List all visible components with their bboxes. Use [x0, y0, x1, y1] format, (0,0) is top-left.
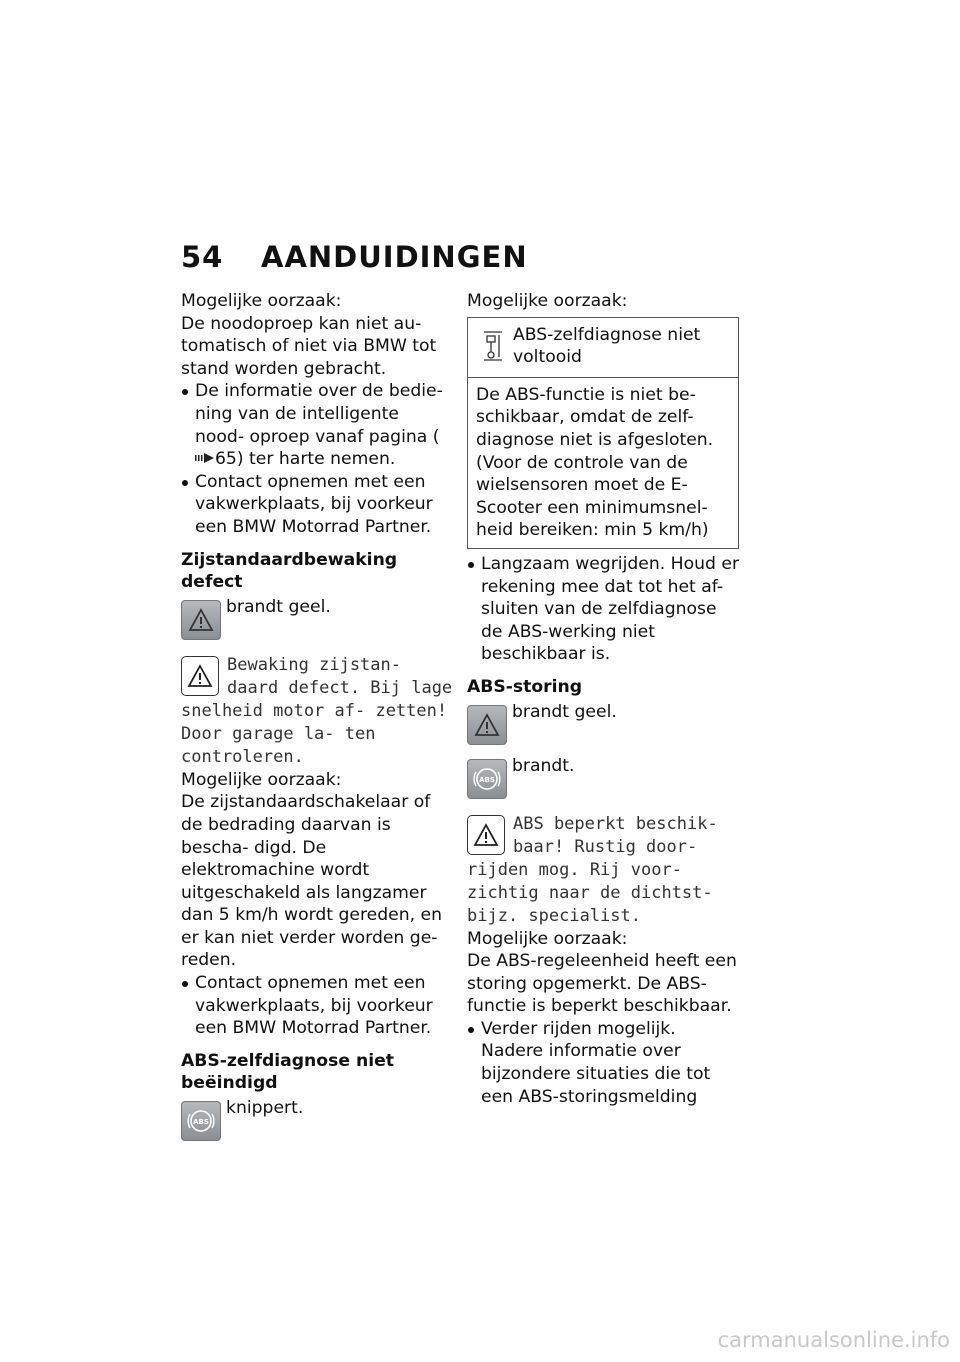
cause-label: Mogelijke oorzaak: [181, 769, 342, 790]
indicator-text: brandt geel. [226, 596, 331, 617]
indicator-row [467, 701, 739, 753]
cause-label: Mogelijke oorzaak: [467, 291, 628, 311]
cause-label: Mogelijke oorzaak: [467, 928, 628, 949]
bullet-item: Contact opnemen met een vakwerkplaats, bij voorkeur een BMW Motorrad Partner. [181, 972, 453, 1040]
warning-lamp-icon [467, 705, 507, 745]
display-message [181, 654, 453, 769]
cause-text: De zijstandaardschakelaar of de bedrading daarvan is bescha- digd. De elektromachine wordt uitgeschakeld als langzamer dan 5 km/h wordt gereden, en er kan niet verder worden ge- reden. [181, 792, 443, 971]
warning-triangle-icon [181, 656, 219, 696]
page-header [181, 240, 528, 274]
bullet-item: Verder rijden mogelijk. Nadere informatie over bijzondere situaties die tot een ABS-storingsmelding [467, 1018, 739, 1108]
info-box [467, 317, 739, 549]
indicator-text: knippert. [226, 1098, 304, 1119]
bullet-text-end: ter harte nemen. [249, 449, 396, 470]
chapter-title: AANDUIDINGEN [261, 240, 528, 274]
sensor-icon [482, 330, 504, 369]
bullet-item: Contact opnemen met een vakwerkplaats, bij voorkeur een BMW Motorrad Partner. [181, 471, 453, 539]
indicator-row [467, 755, 739, 807]
indicator-text: brandt. [512, 755, 575, 776]
display-text: ABS beperkt beschik- baar! Rustig door- rijden mog. Rij voor- zichtig naar de dichtst- bijz. specialist. [467, 813, 718, 926]
page-reference-icon[interactable] [195, 449, 215, 469]
warning-lamp-icon [181, 600, 221, 640]
bullet-item: Langzaam wegrijden. Houd er rekening mee dat tot het af- sluiten van de zelfdiagnose de ABS-werking niet beschikbaar is. [467, 553, 739, 666]
indicator-text: brandt geel. [512, 701, 617, 722]
page-number: 54 [181, 240, 224, 274]
display-text: Bewaking zijstan- daard defect. Bij lage snelheid motor af- zetten! Door garage la- ten controleren. [181, 654, 453, 767]
indicator-row [181, 1097, 453, 1149]
cause-label: Mogelijke oorzaak: [181, 291, 342, 311]
display-message [467, 813, 739, 928]
section-heading: Zijstandaardbewaking defect [181, 549, 398, 593]
info-box-title: ABS-zelfdiagnose niet voltooid [513, 324, 701, 368]
svg-text:ABS: ABS [193, 1118, 209, 1127]
cause-text: De noodoproep kan niet au- tomatisch of niet via BMW tot stand worden gebracht. [181, 313, 437, 379]
section-heading: ABS-zelfdiagnose niet beëindigd [181, 1050, 394, 1094]
warning-triangle-icon [467, 815, 505, 855]
section-heading: ABS-storing [467, 676, 583, 697]
abs-lamp-icon [181, 1101, 221, 1141]
page-reference[interactable]: 65) [215, 449, 244, 470]
cause-text: De ABS-regeleenheid heeft een storing opgemerkt. De ABS- functie is beperkt beschikbaar. [467, 951, 737, 1017]
bullet-item: De informatie over de bedie- ning van de intelligente nood- oproep vanaf pagina (65) ter harte nemen. [181, 380, 453, 470]
info-box-header [468, 318, 738, 378]
right-column [467, 290, 739, 1108]
abs-lamp-icon [467, 759, 507, 799]
indicator-row [181, 596, 453, 648]
svg-text:ABS: ABS [479, 775, 495, 784]
left-column [181, 290, 453, 1149]
info-box-body: De ABS-functie is niet be- schikbaar, omdat de zelf- diagnose niet is afgesloten. (Voor de controle van de wielsensoren moet de E- Scooter een minimumsnel- heid bereiken: min 5 km/h) [476, 384, 714, 541]
watermark[interactable]: carmanualsonline.info [717, 1328, 950, 1352]
bullet-text: De informatie over de bedie- ning van de intelligente nood- oproep vanaf pagina [195, 381, 443, 447]
